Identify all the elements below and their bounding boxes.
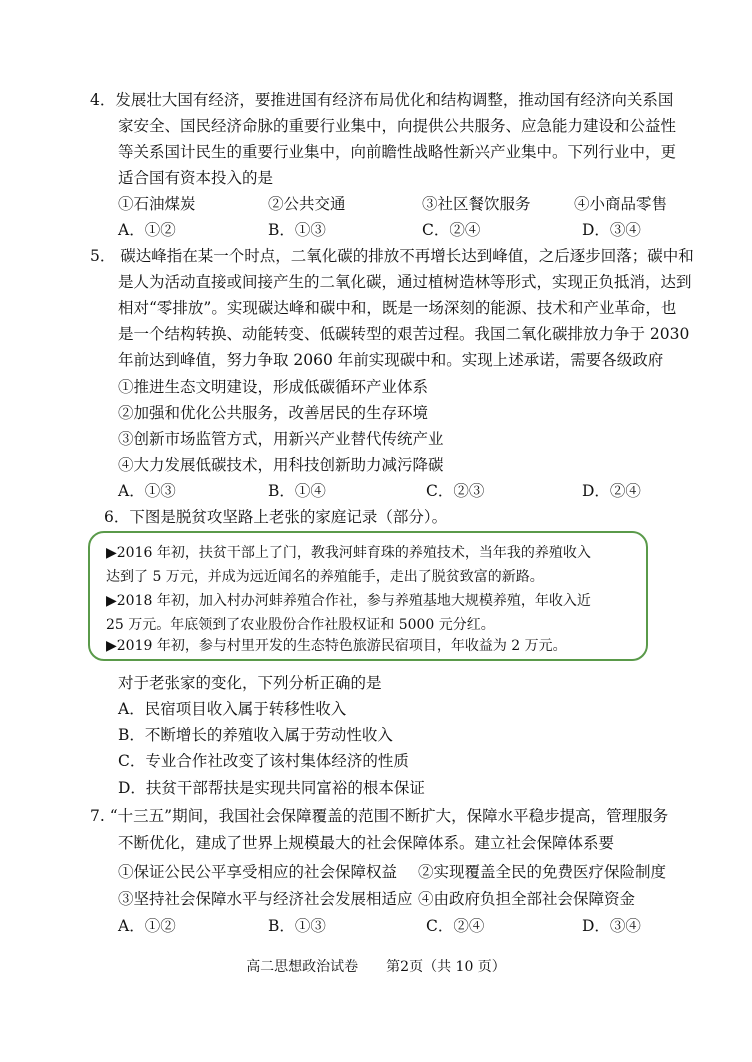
- q7-choice-d[interactable]: D．③④: [582, 917, 641, 935]
- q6-option-d[interactable]: D．扶贫干部帮扶是实现共同富裕的根本保证: [118, 779, 425, 797]
- record-line-5: ▶2019 年初，参与村里开发的生态特色旅游民宿项目，年收益为 2 万元。: [106, 638, 567, 654]
- q7-line-2: 不断优化，建成了世界上规模最大的社会保障体系。建立社会保障体系要: [118, 834, 615, 852]
- q5-line-4: 是一个结构转换、动能转变、低碳转型的艰苦过程。我国二氧化碳排放力争于 2030: [118, 325, 690, 343]
- q5-line-3: 相对“零排放”。实现碳达峰和碳中和，既是一场深刻的能源、技术和产业革命，也: [118, 299, 677, 317]
- page-footer: 高二思想政治试卷 第2页（共 10 页）: [246, 959, 506, 975]
- q7-choice-b[interactable]: B．①③: [268, 917, 326, 935]
- q5-item-3: ③创新市场监管方式，用新兴产业替代传统产业: [118, 430, 444, 448]
- q7-item-1: ①保证公民公平享受相应的社会保障权益: [118, 863, 398, 881]
- q4-line-3: 等关系国计民生的重要行业集中，向前瞻性战略性新兴产业集中。下列行业中，更: [118, 143, 677, 161]
- q7-item-2: ②实现覆盖全民的免费医疗保险制度: [418, 863, 667, 881]
- q4-line-2: 家安全、国民经济命脉的重要行业集中，向提供公共服务、应急能力建设和公益性: [118, 117, 677, 135]
- q5-line-2: 是人为活动直接或间接产生的二氧化碳，通过植树造林等形式，实现正负抵消，达到: [118, 273, 692, 291]
- q5-choice-a[interactable]: A．①③: [118, 482, 176, 500]
- q5-choice-c[interactable]: C．②③: [426, 482, 485, 500]
- q6-question: 对于老张家的变化，下列分析正确的是: [118, 674, 382, 692]
- q5-line-5: 年前达到峰值，努力争取 2060 年前实现碳中和。实现上述承诺，需要各级政府: [118, 351, 664, 369]
- q5-item-4: ④大力发展低碳技术，用科技创新助力减污降碳: [118, 456, 444, 474]
- q5-choice-b[interactable]: B．①④: [268, 482, 326, 500]
- q6-option-c[interactable]: C．专业合作社改变了该村集体经济的性质: [118, 752, 409, 770]
- q4-choice-c[interactable]: C．②④: [422, 221, 481, 239]
- record-line-3: ▶2018 年初，加入村办河蚌养殖合作社，参与养殖基地大规模养殖，年收入近: [106, 593, 591, 609]
- q4-choice-b[interactable]: B．①③: [268, 221, 326, 239]
- q6-option-b[interactable]: B．不断增长的养殖收入属于劳动性收入: [118, 726, 393, 744]
- q4-choice-a[interactable]: A．①②: [118, 221, 176, 239]
- record-line-4: 25 万元。年底领到了农业股份合作社股权证和 5000 元分红。: [106, 617, 495, 633]
- q4-item-2: ②公共交通: [268, 195, 346, 213]
- record-line-2: 达到了 5 万元，并成为远近闻名的养殖能手，走出了脱贫致富的新路。: [106, 569, 544, 585]
- q5-item-1: ①推进生态文明建设，形成低碳循环产业体系: [118, 378, 429, 396]
- q4-line-4: 适合国有资本投入的是: [118, 169, 274, 187]
- q4-choice-d[interactable]: D．③④: [582, 221, 641, 239]
- q7-choice-a[interactable]: A．①②: [118, 917, 176, 935]
- q7-item-3: ③坚持社会保障水平与经济社会发展相适应: [118, 890, 413, 908]
- q4-line-1: 4．发展壮大国有经济，要推进国有经济布局优化和结构调整，推动国有经济向关系国: [90, 91, 674, 109]
- q7-choice-c[interactable]: C．②④: [426, 917, 485, 935]
- q5-item-2: ②加强和优化公共服务，改善居民的生存环境: [118, 404, 429, 422]
- q4-item-4: ④小商品零售: [574, 195, 668, 213]
- record-line-1: ▶2016 年初，扶贫干部上了门，教我河蚌育珠的养殖技术，当年我的养殖收入: [106, 545, 591, 561]
- q5-choice-d[interactable]: D．②④: [582, 482, 641, 500]
- q6-intro: 6．下图是脱贫攻坚路上老张的家庭记录（部分）。: [104, 508, 448, 526]
- q7-item-4: ④由政府负担全部社会保障资金: [418, 890, 636, 908]
- q5-line-1: 5． 碳达峰指在某一个时点，二氧化碳的排放不再增长达到峰值，之后逐步回落；碳中和: [90, 247, 694, 265]
- q4-item-1: ①石油煤炭: [118, 195, 196, 213]
- q6-option-a[interactable]: A．民宿项目收入属于转移性收入: [118, 700, 347, 718]
- q7-line-1: 7. “十三五”期间，我国社会保障覆盖的范围不断扩大，保障水平稳步提高，管理服务: [90, 807, 669, 825]
- q4-item-3: ③社区餐饮服务: [422, 195, 531, 213]
